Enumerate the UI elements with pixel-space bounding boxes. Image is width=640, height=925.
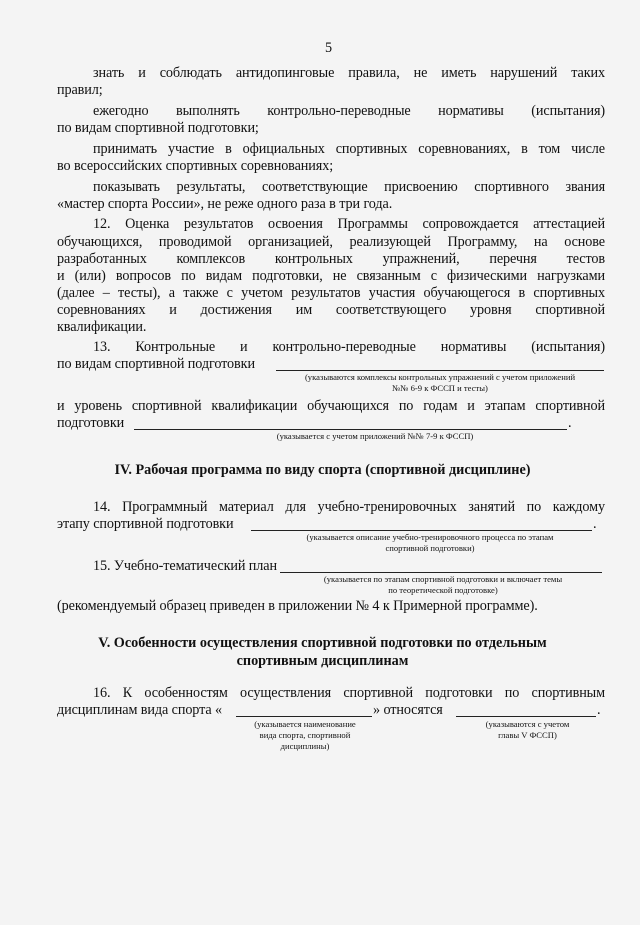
text-line: 16. К особенностям осуществления спортивной подготовки по спортивным (93, 685, 605, 701)
text-line: 13. Контрольные и контрольно-переводные нормативы (испытания) (93, 339, 605, 355)
text-line: . (593, 516, 597, 532)
text-line: по видам спортивной подготовки; (57, 120, 259, 136)
footnote-caption: (указывается наименование (254, 719, 356, 729)
text-line: 12. Оценка результатов освоения Программы сопровождается аттестацией (93, 216, 605, 232)
footnote-caption: вида спорта, спортивной (259, 730, 351, 740)
footnote-caption: (указывается с учетом приложений №№ 7-9 к ФССП) (276, 431, 474, 441)
page-number: 5 (325, 40, 332, 56)
text-line: и (или) вопросов по видам подготовки, не связанным с физическими нагрузками (57, 268, 605, 284)
section-heading: V. Особенности осуществления спортивной подготовки по отдельным (98, 635, 547, 651)
text-line: (рекомендуемый образец приведен в приложении № 4 к Примерной программе). (57, 598, 538, 614)
footnote-caption: №№ 6-9 к ФССП и тесты) (392, 383, 488, 393)
footnote-caption: по теоретической подготовке) (388, 585, 498, 595)
fill-in-line (251, 530, 592, 531)
fill-in-line (276, 370, 604, 371)
footnote-caption: (указывается описание учебно-тренировочного процесса по этапам (306, 532, 554, 542)
footnote-caption: (указывается по этапам спортивной подготовки и включает темы (323, 574, 563, 584)
section-heading: IV. Рабочая программа по виду спорта (спортивной дисциплине) (114, 462, 531, 478)
text-line: разработанных комплексов контрольных упражнений, перечня тестов (57, 251, 605, 267)
text-line: по видам спортивной подготовки (57, 356, 255, 372)
text-line: квалификации. (57, 319, 147, 335)
text-line: . (597, 702, 601, 718)
footnote-caption: (указываются с учетом (485, 719, 570, 729)
text-line: правил; (57, 82, 103, 98)
footnote-caption: (указываются комплексы контрольных упражнений с учетом приложений (304, 372, 576, 382)
footnote-caption: главы V ФССП) (498, 730, 557, 740)
fill-in-line (280, 572, 602, 573)
section-heading: спортивным дисциплинам (236, 653, 409, 669)
text-line: (далее – тесты), а также с учетом результатов участия обучающегося в спортивных (57, 285, 605, 301)
text-line: . (568, 415, 572, 431)
text-line: и уровень спортивной квалификации обучающихся по годам и этапам спортивной (57, 398, 605, 414)
footnote-caption: дисциплины) (280, 741, 330, 751)
fill-in-line (456, 716, 596, 717)
text-line: 15. Учебно-тематический план (93, 558, 277, 574)
text-line: этапу спортивной подготовки (57, 516, 234, 532)
text-line: обучающихся, проводимой организацией, реализующей Программу, на основе (57, 234, 605, 250)
text-line: «мастер спорта России», не реже одного раза в три года. (57, 196, 393, 212)
text-line: 14. Программный материал для учебно-тренировочных занятий по каждому (93, 499, 605, 515)
text-line: ежегодно выполнять контрольно-переводные нормативы (испытания) (93, 103, 605, 119)
fill-in-line (134, 429, 567, 430)
text-line: » относятся (373, 702, 443, 718)
text-line: принимать участие в официальных спортивных соревнованиях, в том числе (93, 141, 605, 157)
text-line: во всероссийских спортивных соревнованиях; (57, 158, 334, 174)
text-line: соревнованиях и достижения им соответствующего уровня спортивной (57, 302, 605, 318)
fill-in-line (236, 716, 372, 717)
text-line: показывать результаты, соответствующие присвоению спортивного звания (93, 179, 605, 195)
text-line: дисциплинам вида спорта « (57, 702, 223, 718)
text-line: знать и соблюдать антидопинговые правила, не иметь нарушений таких (93, 65, 605, 81)
footnote-caption: спортивной подготовки) (385, 543, 475, 553)
text-line: подготовки (57, 415, 125, 431)
